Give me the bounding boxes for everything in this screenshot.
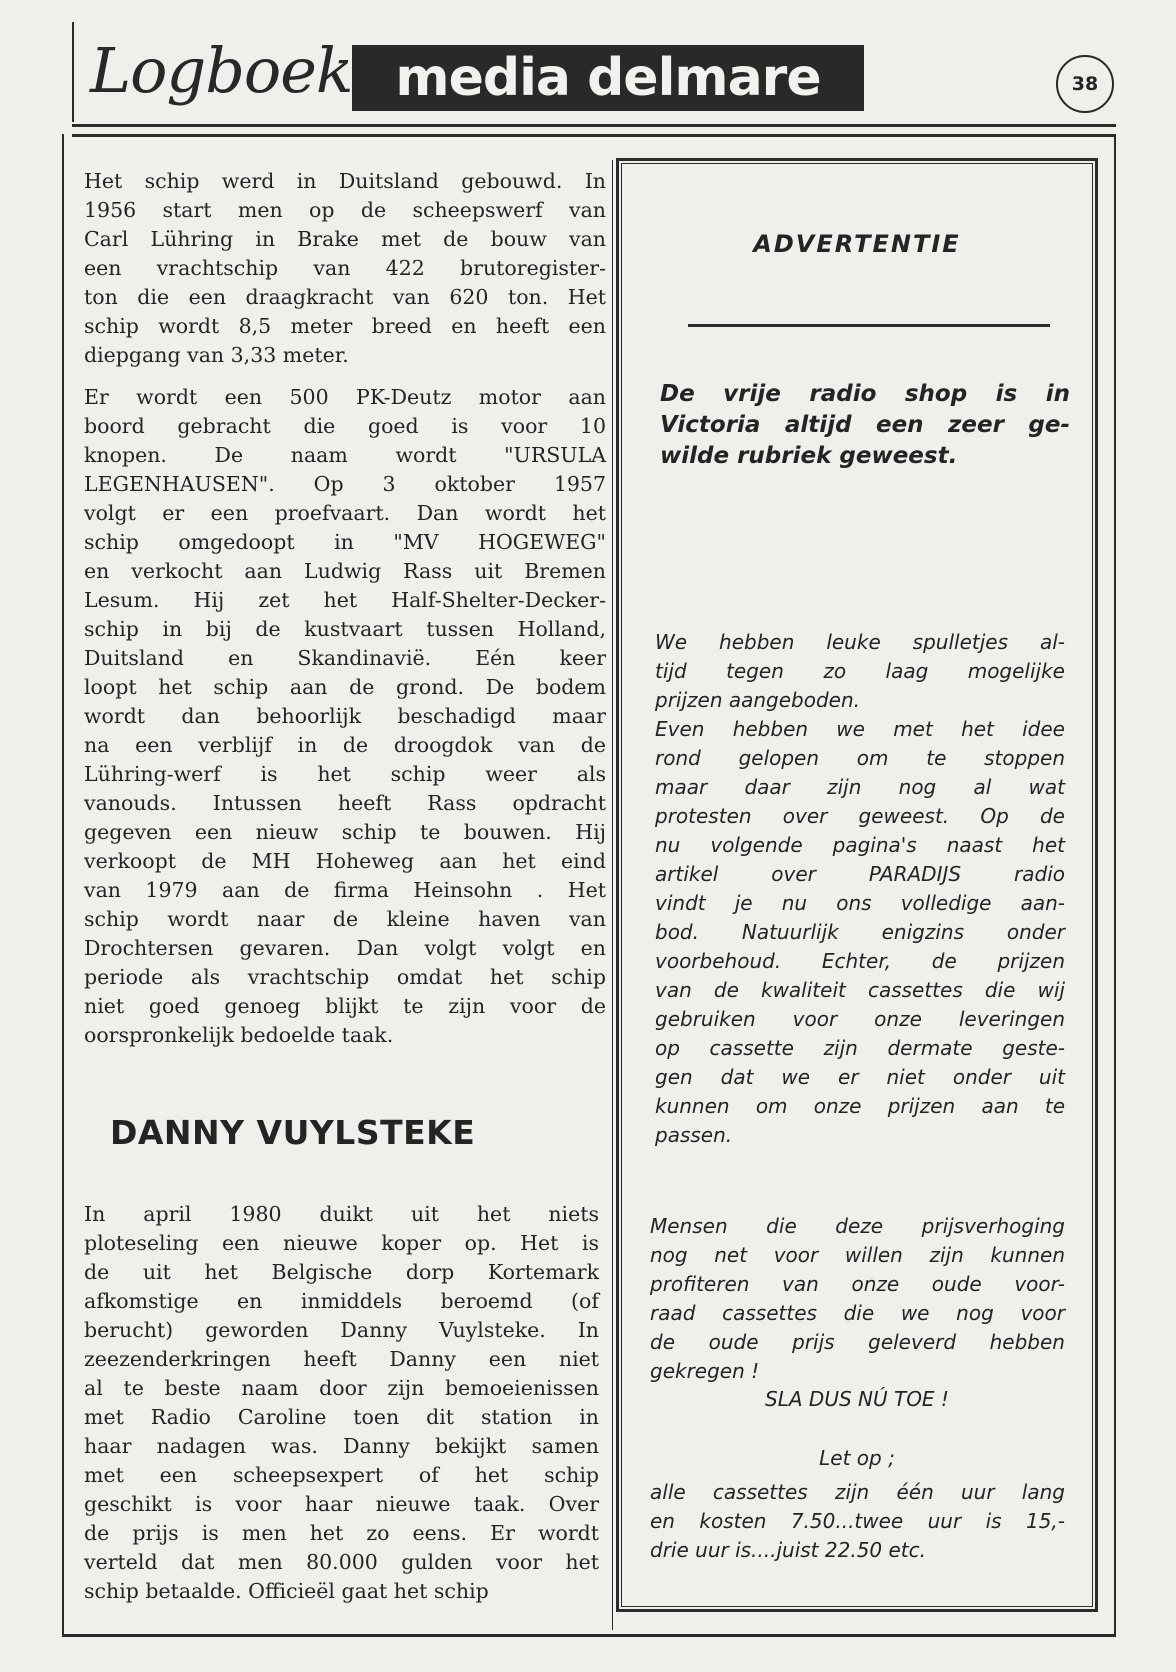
text-line: van de kwaliteit cassettes die wij xyxy=(655,978,1065,1002)
text-line: Lühring-werf is het schip weer als xyxy=(84,762,606,786)
section-column xyxy=(84,1200,599,1606)
note-title: Let op ; xyxy=(819,1446,895,1470)
text-line: wilde rubriek geweest. xyxy=(660,443,958,469)
text-line: Duitsland en Skandinavië. Eén keer xyxy=(84,646,606,670)
text-line: alle cassettes zijn één uur lang xyxy=(650,1480,1065,1504)
header-left-rule xyxy=(72,22,74,122)
text-line: na een verblijf in de droogdok van de xyxy=(84,733,606,757)
frame-bottom xyxy=(62,1634,1116,1637)
section-paragraph xyxy=(84,1200,599,1606)
frame-left xyxy=(62,134,64,1636)
advertisement-intro xyxy=(660,379,1070,472)
text-line: vindt je nu ons volledige aan- xyxy=(655,891,1065,915)
text-line: passen. xyxy=(655,1123,733,1147)
text-line: loopt het schip aan de grond. De bodem xyxy=(84,675,606,699)
text-line: kunnen om onze prijzen aan te xyxy=(655,1094,1065,1118)
text-line: oorspronkelijk bedoelde taak. xyxy=(84,1023,394,1047)
text-line: gegeven een nieuw schip te bouwen. Hij xyxy=(84,820,606,844)
text-line: afkomstige en inmiddels beroemd (of xyxy=(84,1289,599,1313)
text-line: op cassette zijn dermate geste- xyxy=(655,1036,1065,1060)
text-line: ton die een draagkracht van 620 ton. Het xyxy=(84,285,606,309)
article-paragraph-2 xyxy=(84,383,606,1050)
text-line: en verkocht aan Ludwig Rass uit Bremen xyxy=(84,559,606,583)
text-line: gen dat we er niet onder uit xyxy=(655,1065,1065,1089)
advertisement-note xyxy=(650,1478,1065,1565)
text-line: verkoopt de MH Hoheweg aan het eind xyxy=(84,849,606,873)
text-line: nu volgende pagina's naast het xyxy=(655,833,1065,857)
text-line: drie uur is....juist 22.50 etc. xyxy=(650,1538,926,1562)
text-line: van 1979 aan de firma Heinsohn . Het xyxy=(84,878,606,902)
text-line: In april 1980 duikt uit het niets xyxy=(84,1202,599,1226)
text-line: Mensen die deze prijsverhoging xyxy=(650,1214,1065,1238)
text-line: schip betaalde. Officieël gaat het schip xyxy=(84,1579,489,1603)
advertisement-body xyxy=(655,628,1065,1150)
text-line: voorbehoud. Echter, de prijzen xyxy=(655,949,1065,973)
text-line: Het schip werd in Duitsland gebouwd. In xyxy=(84,169,606,193)
text-line: protesten over geweest. Op de xyxy=(655,804,1065,828)
text-line: artikel over PARADIJS radio xyxy=(655,862,1065,886)
text-line: berucht) geworden Danny Vuylsteke. In xyxy=(84,1318,599,1342)
advertisement-title-rule xyxy=(688,324,1050,327)
text-line: Carl Lühring in Brake met de bouw van xyxy=(84,227,606,251)
text-line: al te beste naam door zijn bemoeienissen xyxy=(84,1376,599,1400)
text-line: wordt dan behoorlijk beschadigd maar xyxy=(84,704,606,728)
text-line: met een scheepsexpert of het schip xyxy=(84,1463,599,1487)
text-line: bod. Natuurlijk enigzins onder xyxy=(655,920,1065,944)
text-line: LEGENHAUSEN". Op 3 oktober 1957 xyxy=(84,472,606,496)
text-line: We hebben leuke spulletjes al- xyxy=(655,630,1065,654)
call-to-action: SLA DUS NÚ TOE ! xyxy=(765,1387,949,1411)
text-line: Victoria altijd een zeer ge- xyxy=(660,412,1070,438)
text-line: tijd tegen zo laag mogelijke xyxy=(655,659,1065,683)
text-line: schip wordt naar de kleine haven van xyxy=(84,907,606,931)
header-double-rule-top xyxy=(72,124,1116,127)
text-line: de prijs is men het zo eens. Er wordt xyxy=(84,1521,599,1545)
page-number: 38 xyxy=(1056,55,1114,113)
media-delmare-banner: media delmare xyxy=(352,45,864,111)
text-line: schip in bij de kustvaart tussen Holland, xyxy=(84,617,606,641)
header-double-rule-bottom xyxy=(72,134,1116,137)
text-line: schip wordt 8,5 meter breed en heeft een xyxy=(84,314,606,338)
text-line: 1956 start men op de scheepswerf van xyxy=(84,198,606,222)
text-line: haar nadagen was. Danny bekijkt samen xyxy=(84,1434,599,1458)
text-line: Drochtersen gevaren. Dan volgt volgt en xyxy=(84,936,606,960)
article-paragraph-1 xyxy=(84,167,606,370)
advertisement-title: ADVERTENTIE xyxy=(753,230,961,258)
text-line: verteld dat men 80.000 gulden voor het xyxy=(84,1550,599,1574)
text-line: de oude prijs geleverd hebben xyxy=(650,1330,1065,1354)
text-line: Lesum. Hij zet het Half-Shelter-Decker- xyxy=(84,588,606,612)
section-heading: DANNY VUYLSTEKE xyxy=(110,1113,476,1152)
text-line: vanouds. Intussen heeft Rass opdracht xyxy=(84,791,606,815)
article-column xyxy=(84,167,606,1050)
text-line: De vrije radio shop is in xyxy=(660,381,1070,407)
text-line: periode als vrachtschip omdat het schip xyxy=(84,965,606,989)
text-line: boord gebracht die goed is voor 10 xyxy=(84,414,606,438)
text-line: geschikt is voor haar nieuwe taak. Over xyxy=(84,1492,599,1516)
text-line: raad cassettes die we nog voor xyxy=(650,1301,1065,1325)
text-line: en kosten 7.50...twee uur is 15,- xyxy=(650,1509,1065,1533)
text-line: een vrachtschip van 422 brutoregister- xyxy=(84,256,606,280)
text-line: knopen. De naam wordt "URSULA xyxy=(84,443,606,467)
advertisement-offer xyxy=(650,1212,1065,1386)
text-line: schip omgedoopt in "MV HOGEWEG" xyxy=(84,530,606,554)
text-line: de uit het Belgische dorp Kortemark xyxy=(84,1260,599,1284)
text-line: Er wordt een 500 PK-Deutz motor aan xyxy=(84,385,606,409)
text-line: zeezenderkringen heeft Danny een niet xyxy=(84,1347,599,1371)
text-line: diepgang van 3,33 meter. xyxy=(84,343,349,367)
text-line: maar daar zijn nog al wat xyxy=(655,775,1065,799)
text-line: met Radio Caroline toen dit station in xyxy=(84,1405,599,1429)
text-line: gebruiken voor onze leveringen xyxy=(655,1007,1065,1031)
text-line: nog net voor willen zijn kunnen xyxy=(650,1243,1065,1267)
text-line: niet goed genoeg blijkt te zijn voor de xyxy=(84,994,606,1018)
text-line: profiteren van onze oude voor- xyxy=(650,1272,1065,1296)
text-line: rond gelopen om te stoppen xyxy=(655,746,1065,770)
text-line: Even hebben we met het idee xyxy=(655,717,1065,741)
text-line: volgt er een proefvaart. Dan wordt het xyxy=(84,501,606,525)
text-line: ploteseling een nieuwe koper op. Het is xyxy=(84,1231,599,1255)
text-line: gekregen ! xyxy=(650,1359,760,1383)
text-line: prijzen aangeboden. xyxy=(655,688,861,712)
column-divider xyxy=(612,160,613,1630)
frame-right xyxy=(1114,134,1116,1636)
logboek-script-title: Logboek xyxy=(90,34,353,107)
